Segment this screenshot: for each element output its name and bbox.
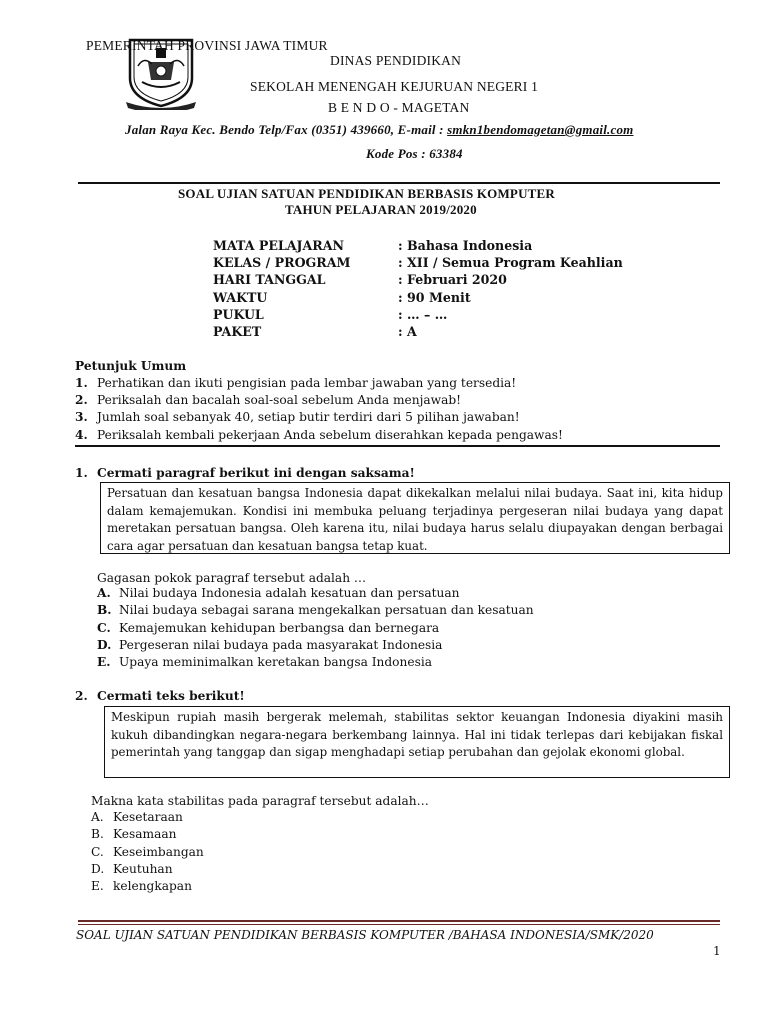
footer-divider-thin	[78, 924, 720, 925]
footer-divider	[78, 920, 720, 922]
header-location: B E N D O - MAGETAN	[328, 100, 470, 115]
exam-year: TAHUN PELAJARAN 2019/2020	[285, 202, 477, 217]
answer-option[interactable]	[97, 638, 442, 652]
option-text: Kesetaraan	[113, 810, 183, 824]
instructions-divider	[75, 445, 720, 447]
question-number: 1.	[75, 466, 88, 480]
info-key: PUKUL	[213, 307, 264, 322]
answer-option[interactable]	[91, 879, 192, 893]
info-key: PAKET	[213, 324, 262, 339]
passage-text: Persatuan dan kesatuan bangsa Indonesia dapat dikekalkan melalui nilai budaya. Saat ini, kita hidup dalam kemajemukan. Kondisi ini membuka peluang terjadinya pergeseran nilai budaya yang dapat meretakan persatuan bangsa. Oleh karena itu, nilai budaya harus selalu diupayakan dengan berbagai cara agar persatuan dan kesatuan bangsa tetap kuat.	[107, 486, 723, 553]
instruction-number: 4.	[75, 428, 88, 442]
info-value: : Februari 2020	[398, 272, 507, 287]
question-instruction: Cermati paragraf berikut ini dengan saksama!	[97, 466, 415, 480]
option-letter: E.	[97, 655, 111, 669]
option-text: Nilai budaya Indonesia adalah kesatuan dan persatuan	[119, 586, 460, 600]
info-value: : XII / Semua Program Keahlian	[398, 255, 623, 270]
option-letter: B.	[91, 827, 104, 841]
answer-option[interactable]	[97, 603, 534, 617]
instruction-text: Jumlah soal sebanyak 40, setiap butir terdiri dari 5 pilihan jawaban!	[97, 410, 520, 424]
option-text: Pergeseran nilai budaya pada masyarakat Indonesia	[119, 638, 443, 652]
option-text: Nilai budaya sebagai sarana mengekalkan persatuan dan kesatuan	[119, 603, 534, 617]
info-value: : … – …	[398, 307, 448, 322]
reading-passage	[104, 706, 730, 778]
page-number: 1	[713, 944, 721, 958]
header-postcode: Kode Pos : 63384	[366, 146, 463, 161]
instruction-text: Periksalah kembali pekerjaan Anda sebelum diserahkan kepada pengawas!	[97, 428, 563, 442]
instruction-text: Periksalah dan bacalah soal-soal sebelum Anda menjawab!	[97, 393, 462, 407]
option-letter: A.	[97, 586, 111, 600]
answer-option[interactable]	[91, 845, 204, 859]
answer-option[interactable]	[97, 621, 439, 635]
question-stem: Gagasan pokok paragraf tersebut adalah …	[97, 571, 367, 585]
option-text: Kemajemukan kehidupan berbangsa dan bernegara	[119, 621, 440, 635]
option-text: Kesamaan	[113, 827, 177, 841]
header-government-line: PEMERINTAH PROVINSI JAWA TIMUR	[86, 38, 328, 53]
answer-option[interactable]	[97, 655, 432, 669]
option-letter: C.	[97, 621, 111, 635]
option-letter: D.	[97, 638, 112, 652]
header-department-line: DINAS PENDIDIKAN	[330, 53, 462, 68]
answer-option[interactable]	[97, 586, 460, 600]
question-prompt	[75, 689, 245, 703]
passage-text: Meskipun rupiah masih bergerak melemah, stabilitas sektor keuangan Indonesia diyakini masih kukuh dibandingkan negara-negara berkembang lainnya. Hal ini tidak terlepas dari kebijakan fiskal pemerintah yang tanggap dan sigap menghadapi setiap perubahan dan gejolak ekonomi global.	[111, 710, 723, 760]
exam-title: SOAL UJIAN SATUAN PENDIDIKAN BERBASIS KOMPUTER	[178, 186, 555, 201]
question-prompt	[75, 466, 415, 480]
instruction-text: Perhatikan dan ikuti pengisian pada lembar jawaban yang tersedia!	[97, 376, 517, 390]
option-letter: C.	[91, 845, 104, 859]
info-value: : 90 Menit	[398, 290, 471, 305]
instruction-number: 1.	[75, 376, 88, 390]
question-number: 2.	[75, 689, 88, 703]
instructions-title: Petunjuk Umum	[75, 359, 187, 373]
answer-option[interactable]	[91, 827, 176, 841]
reading-passage	[100, 482, 730, 554]
option-letter: D.	[91, 862, 105, 876]
info-value: : Bahasa Indonesia	[398, 238, 533, 253]
address-text: Jalan Raya Kec. Bendo Telp/Fax (0351) 439660, E-mail :	[125, 122, 448, 137]
instruction-item	[75, 393, 461, 407]
info-key: WAKTU	[213, 290, 268, 305]
answer-option[interactable]	[91, 810, 183, 824]
info-key: MATA PELAJARAN	[213, 238, 345, 253]
instruction-number: 2.	[75, 393, 88, 407]
option-text: Upaya meminimalkan keretakan bangsa Indonesia	[119, 655, 433, 669]
instruction-item	[75, 410, 520, 424]
question-instruction: Cermati teks berikut!	[97, 689, 245, 703]
instruction-item	[75, 428, 563, 442]
option-text: Keutuhan	[113, 862, 173, 876]
option-letter: E.	[91, 879, 104, 893]
footer-text: SOAL UJIAN SATUAN PENDIDIKAN BERBASIS KOMPUTER /BAHASA INDONESIA/SMK/2020	[76, 928, 654, 942]
option-text: Keseimbangan	[113, 845, 204, 859]
info-key: KELAS / PROGRAM	[213, 255, 351, 270]
header-divider	[78, 182, 720, 184]
header-address	[125, 122, 633, 138]
header-school-name: SEKOLAH MENENGAH KEJURUAN NEGERI 1	[250, 79, 539, 94]
info-value: : A	[398, 324, 417, 339]
instruction-number: 3.	[75, 410, 88, 424]
info-key: HARI TANGGAL	[213, 272, 326, 287]
email-link[interactable]: smkn1bendomagetan@gmail.com	[447, 122, 634, 137]
option-letter: A.	[91, 810, 104, 824]
answer-option[interactable]	[91, 862, 173, 876]
option-letter: B.	[97, 603, 112, 617]
option-text: kelengkapan	[113, 879, 192, 893]
question-stem: Makna kata stabilitas pada paragraf tersebut adalah…	[91, 794, 429, 808]
instruction-item	[75, 376, 516, 390]
